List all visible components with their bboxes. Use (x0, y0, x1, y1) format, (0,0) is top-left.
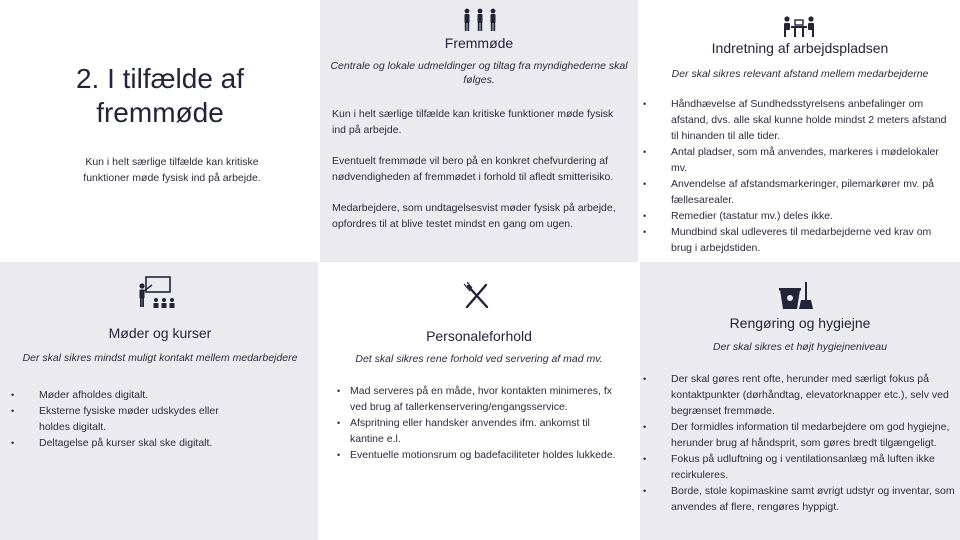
list-item: • Borde, stole kopimaskine samt øvrigt udstyr og inventar, som anvendes af flere, rengøres hyppigt. (643, 483, 958, 515)
moeder-heading: Møder og kurser (108, 325, 212, 341)
personale-list (337, 383, 623, 463)
fremmoede-paragraph-3: Medarbejdere, som undtagelsesvist møder fysisk på arbejde, opfordres til at blive testet mindst en gang om ugen. (332, 202, 616, 230)
intro-text: Kun i helt særlige tilfælde kan kritiske funktioner møde fysisk ind på arbejde. (83, 156, 261, 184)
list-item: • Håndhævelse af Sundhedsstyrelsens anbefalinger om afstand, dvs. alle skal kunne holde mindst 2 meters afstand til hinanden til alle tider. (643, 96, 955, 144)
presentation-icon (137, 276, 177, 310)
fremmoede-heading: Fremmøde (444, 35, 514, 51)
list-item: • Mundbind skal udleveres til medarbejderne ved krav om brug i arbejdstiden. (643, 224, 955, 256)
cleaning-bucket-icon (778, 282, 814, 310)
rengoering-list (643, 371, 958, 515)
list-item: • Eksterne fysiske møder udskydes eller holdes digitalt. (11, 403, 241, 435)
workstation-icon (782, 16, 816, 38)
list-item: • Der formidles information til medarbejdere om god hygiejne, herunder brug af håndsprit, som gøres bredt tilgængeligt. (643, 419, 958, 451)
cutlery-icon (462, 282, 492, 310)
people-group-icon (460, 8, 500, 32)
rengoering-heading: Rengøring og hygiejne (729, 315, 871, 331)
list-item: • Afspritning eller handsker anvendes ifm. ankomst til kantine e.l. (337, 415, 623, 447)
fremmoede-subtitle: Centrale og lokale udmeldinger og tiltag fra myndighederne skal følges. (330, 60, 628, 86)
indretning-list (643, 96, 955, 256)
indretning-subtitle: Der skal sikres relevant afstand mellem medarbejderne (671, 68, 929, 80)
list-item: • Mad serveres på en måde, hvor kontakten minimeres, fx ved brug af tallerkenservering/engangsservice. (337, 383, 623, 415)
fremmoede-paragraph-1: Kun i helt særlige tilfælde kan kritiske funktioner møde fysisk ind på arbejde. (332, 108, 614, 136)
moeder-list (11, 387, 241, 451)
list-item: • Møder afholdes digitalt. (11, 387, 241, 403)
page-title: 2. I tilfælde af fremmøde (75, 63, 245, 128)
list-item: • Der skal gøres rent ofte, herunder med særligt fokus på kontaktpunkter (dørhåndtag, elevatorknapper etc.), selv ved begrænset fremmøde. (643, 371, 958, 419)
list-item: • Eventuelle motionsrum og badefaciliteter holdes lukkede. (337, 447, 623, 463)
list-item: • Deltagelse på kurser skal ske digitalt. (11, 435, 241, 451)
list-item: • Remedier (tastatur mv.) deles ikke. (643, 208, 955, 224)
list-item: • Fokus på udluftning og i ventilationsanlæg må luften ikke recirkuleres. (643, 451, 958, 483)
list-item: • Antal pladser, som må anvendes, markeres i mødelokaler mv. (643, 144, 955, 176)
indretning-heading: Indretning af arbejdspladsen (711, 40, 889, 56)
moeder-subtitle: Der skal sikres mindst muligt kontakt mellem medarbejdere (22, 352, 298, 364)
fremmoede-paragraph-2: Eventuelt fremmøde vil bero på en konkret chefvurdering af nødvendigheden af fremmødet i forhold til afledt smitterisiko. (332, 155, 614, 183)
personale-subtitle: Det skal sikres rene forhold ved servering af mad mv. (355, 353, 603, 365)
personale-heading: Personaleforhold (426, 328, 532, 344)
list-item: • Anvendelse af afstandsmarkeringer, pilemarkører mv. på fællesarealer. (643, 176, 955, 208)
rengoering-subtitle: Der skal sikres et højt hygiejneniveau (713, 341, 887, 353)
